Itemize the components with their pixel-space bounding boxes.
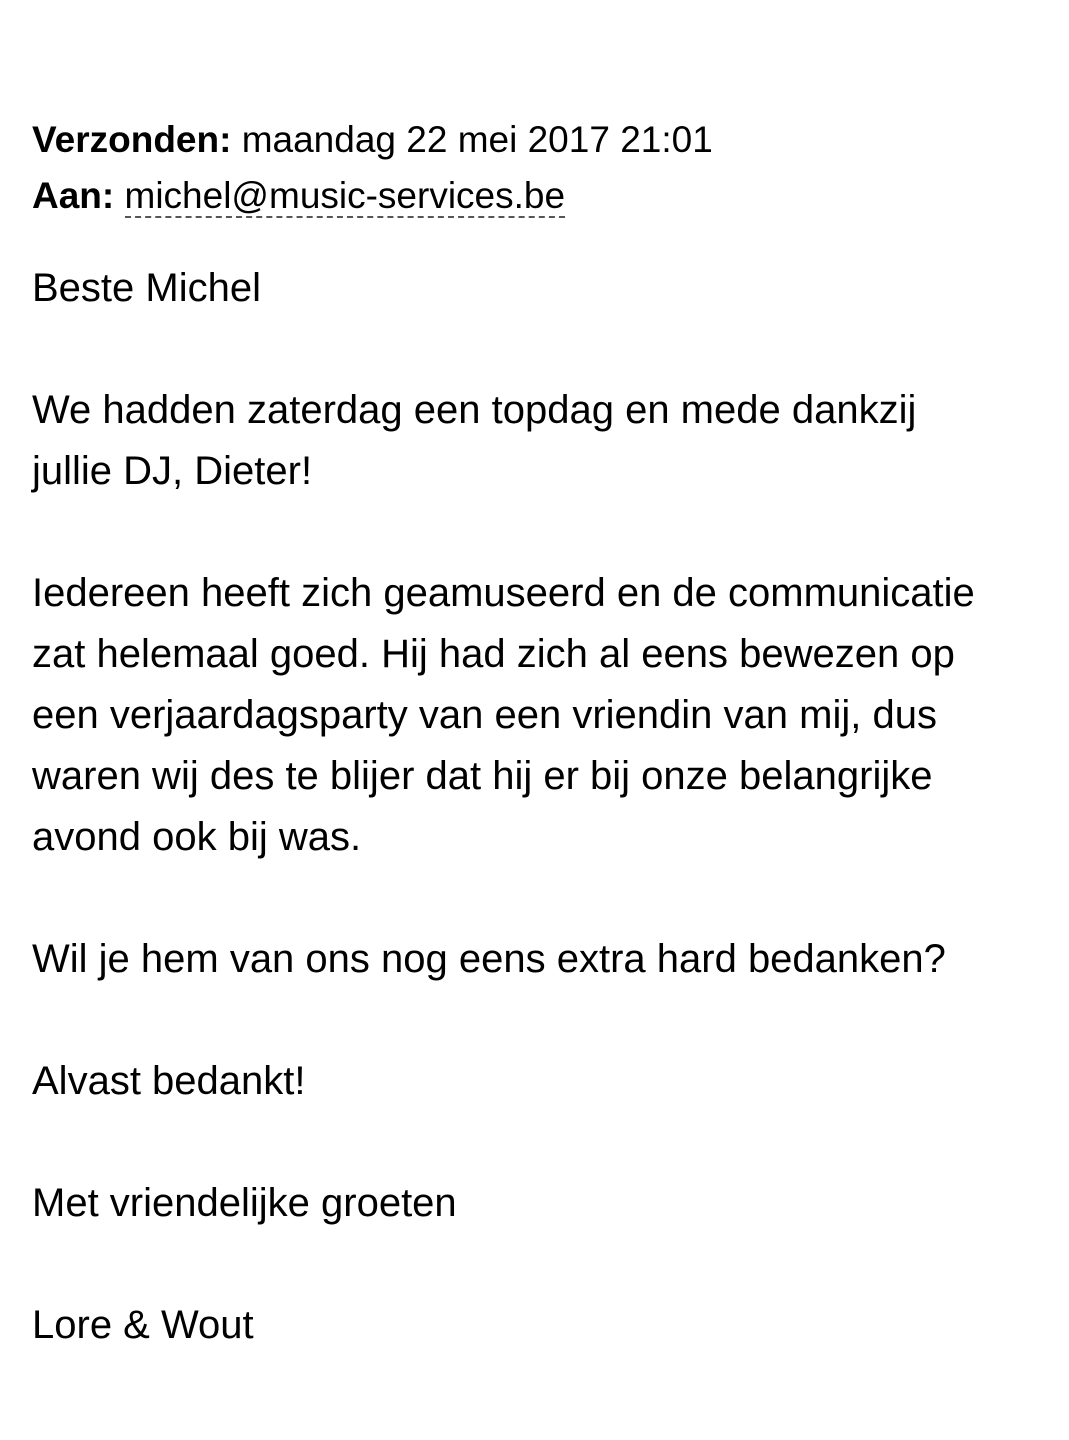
closing-line: Met vriendelijke groeten — [32, 1181, 457, 1225]
request-line: Wil je hem van ons nog eens extra hard bedanken? — [32, 937, 946, 981]
body-line: een verjaardagsparty van een vriendin van mij, dus — [32, 693, 937, 737]
sent-value: maandag 22 mei 2017 21:01 — [241, 119, 713, 160]
to-label: Aan: — [32, 175, 115, 216]
body-line: zat helemaal goed. Hij had zich al eens bewezen op — [32, 632, 955, 676]
body-line: Iedereen heeft zich geamuseerd en de communicatie — [32, 571, 975, 615]
body-line: avond ook bij was. — [32, 815, 362, 859]
body-line: We hadden zaterdag een topdag en mede dankzij — [32, 388, 917, 432]
to-row — [32, 168, 713, 224]
signature: Lore & Wout — [32, 1303, 254, 1347]
greeting: Beste Michel — [32, 266, 261, 310]
body-line: jullie DJ, Dieter! — [32, 449, 313, 493]
body-line: waren wij des te blijer dat hij er bij onze belangrijke — [32, 754, 933, 798]
email-header — [32, 112, 713, 224]
sent-row — [32, 112, 713, 168]
recipient-email-link[interactable]: michel@music-services.be — [124, 175, 566, 216]
sent-label: Verzonden: — [32, 119, 232, 160]
thanks-line: Alvast bedankt! — [32, 1059, 306, 1103]
